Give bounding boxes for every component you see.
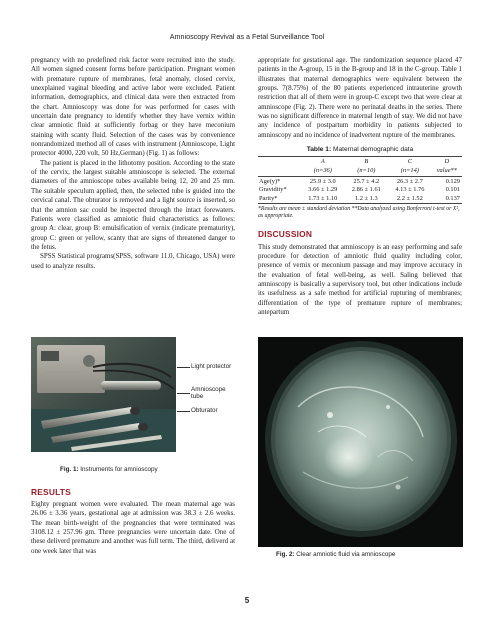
- results-heading: RESULTS: [31, 487, 71, 497]
- figure-2-caption-text: Clear amniotic fluid via amnioscope: [296, 551, 396, 558]
- table-header-cell: A: [301, 157, 345, 167]
- page-number: 5: [244, 596, 250, 605]
- table-cell: 2.86 ± 1.61: [351, 186, 381, 194]
- leader-line: [177, 393, 190, 394]
- results-paragraph: Eighty pregnant women were evaluated. The mean maternal age was 26.06 ± 3.36 years, gestational age at admission was 38.3 ± 2.6 weeks. The mean birth-weight of the pregnancies that were terminated was 3108.12 ± 257.96 gm. Three pregnancies were uncertain date. One of these deliverd premature and another was full term. The third, deliverd at one week later that was: [31, 500, 235, 555]
- discussion-paragraph: This study demonstrated that amnioscopy is an easy performing and safe procedure for detection of amniotic fluid quality including color, presence of vernix or meconium passage and may improve accuracy in the evaluation of fetal well-being, as well. Saling believed that amnioscopy is basically a supervisory tool, but other indications include its usefulness as a safe method for artificial rupturing of membranes; differentiation of the type of premature rupture of membranes; antepartum: [258, 242, 462, 317]
- running-head: Amnioscopy Revival as a Fetal Surveillance Tool: [169, 32, 325, 41]
- figure-1-caption-label: Fig. 1:: [60, 466, 79, 473]
- figure-1-caption-text: Instruments for amnioscopy: [80, 466, 158, 473]
- figure-2-caption-label: Fig. 2:: [276, 551, 295, 558]
- table-header-cell: (n=14): [388, 166, 432, 176]
- table-cell: 0.101: [445, 186, 460, 194]
- body-paragraph: pregnancy with no predefined risk factor were recruited into the study. All women signed consent forms before participation. Pregnant women with premature rupture of membranes, fetal anomaly, closed cervix, unexplained vaginal bleeding and active labor were excluded. Patient information, demographics, and clinical data were then extracted from the chart. Amnioscopy was done for was performed for cases with uncertain date pregnancy to identify whether they have vernix within clear amniotic fluid at sufficiently forbag or they have meconium staining with scanty fluid. Selection of the cases was by convenience nonrandomized method all of cases with instrument (Amnioscope, Light protector 4000, 220 volt, 50 Hz,German) (Fig. 1) as follows:: [31, 56, 235, 158]
- table-cell: Age(y)*: [259, 177, 281, 185]
- demographic-table: [258, 156, 462, 204]
- right-column: [258, 56, 462, 317]
- table-cell: 1.2 ± 1.3: [345, 194, 389, 203]
- label-light-protector: Light protector: [191, 363, 232, 370]
- table-footnote: *Results are mean ± standard deviation **Data analyzed using Bonferroni t-test or X², as appropriate.: [258, 205, 460, 219]
- table-1-caption-label: Table 1:: [306, 146, 332, 154]
- figure-2-caption: [276, 551, 395, 558]
- leader-line: [177, 411, 190, 412]
- table-1-caption-text: Maternal demographic data: [333, 146, 414, 154]
- body-paragraph: appropriate for gestational age. The randomization sequence placed 47 patients in the A-group, 15 in the B-group and 18 in the C-group. Table 1 illustrates that maternal demographics were equivalent between the groups. 7(8.75%) of the 80 patients experienced intrauterine growth restriction that all of them were in group-C except two that were clear at amnioscope (Fig. 2). There were no perinatal deaths in the series. There was no significant difference in maternal length of stay. We did not have any incidence of postpartum morbidity in patients subjected to amnioscopy and no incidence of inadvertent rupture of the membranes.: [258, 56, 462, 139]
- leader-line: [177, 367, 190, 368]
- figure-2-amnioscope-photo: [258, 337, 463, 547]
- table-cell: 1.73 ± 1.10: [301, 194, 345, 203]
- table-header-cell: B: [345, 157, 389, 167]
- table-row: [258, 194, 462, 203]
- table-cell: 25.7 ± 4.2: [353, 177, 380, 185]
- table-cell: Parity*: [258, 194, 301, 203]
- table-cell: Gravidity*: [259, 186, 287, 194]
- table-cell: 0.129: [445, 177, 460, 185]
- body-paragraph: The patient is placed in the lithotomy position. According to the state of the cervix, the largest suitable amnioscope is selected. The external diameters of the amnioscope tubes available being 12, 20 and 25 mm. The suitable speculum applied, then, the selected tube is guided into the cervical canal. The obturator is removed and a light source is inserted, so that the amnion sac could be inspected through the intact forewaters. Patients were classified as amniotic fluid characteristics as follows: group A: clear, group B: emulsification of vernix (indicate prematurity), group C: green or yellow, scanty that are signs of threatened danger to the fetus.: [31, 158, 235, 251]
- left-column: [31, 56, 235, 271]
- results-section: [31, 487, 235, 556]
- table-cell: 4.13 ± 1.76: [395, 186, 425, 194]
- figure-1-caption: [60, 466, 158, 473]
- body-paragraph: SPSS Statistical programs(SPSS, software 11.0, Chicago, USA) were used to analyze results.: [31, 252, 235, 270]
- table-header-cell: (n=36): [301, 166, 345, 176]
- figure-1-instruments-photo: [31, 337, 176, 452]
- table-cell: 25.9 ± 3.0: [309, 177, 336, 185]
- table-cell: 2.2 ± 1.52: [388, 194, 432, 203]
- table-cell: 0.137: [432, 194, 462, 203]
- table-header-cell: [258, 166, 301, 176]
- label-amnioscope-tube: Amnioscope tube: [191, 386, 226, 401]
- table-row: [258, 176, 462, 185]
- table-header-cell: [258, 157, 301, 167]
- label-obturator: Obturator: [191, 407, 218, 414]
- table-row: [258, 185, 462, 194]
- table-1-caption: [258, 146, 462, 153]
- table-header-cell: C: [388, 157, 432, 167]
- table-cell: 3.66 ± 1.29: [308, 186, 338, 194]
- table-header-cell: (n=10): [345, 166, 389, 176]
- discussion-heading: DISCUSSION: [258, 228, 313, 239]
- table-header-cell: D: [432, 157, 462, 167]
- table-header-cell: value**: [432, 166, 462, 176]
- table-cell: 26.3 ± 2.7: [396, 177, 423, 185]
